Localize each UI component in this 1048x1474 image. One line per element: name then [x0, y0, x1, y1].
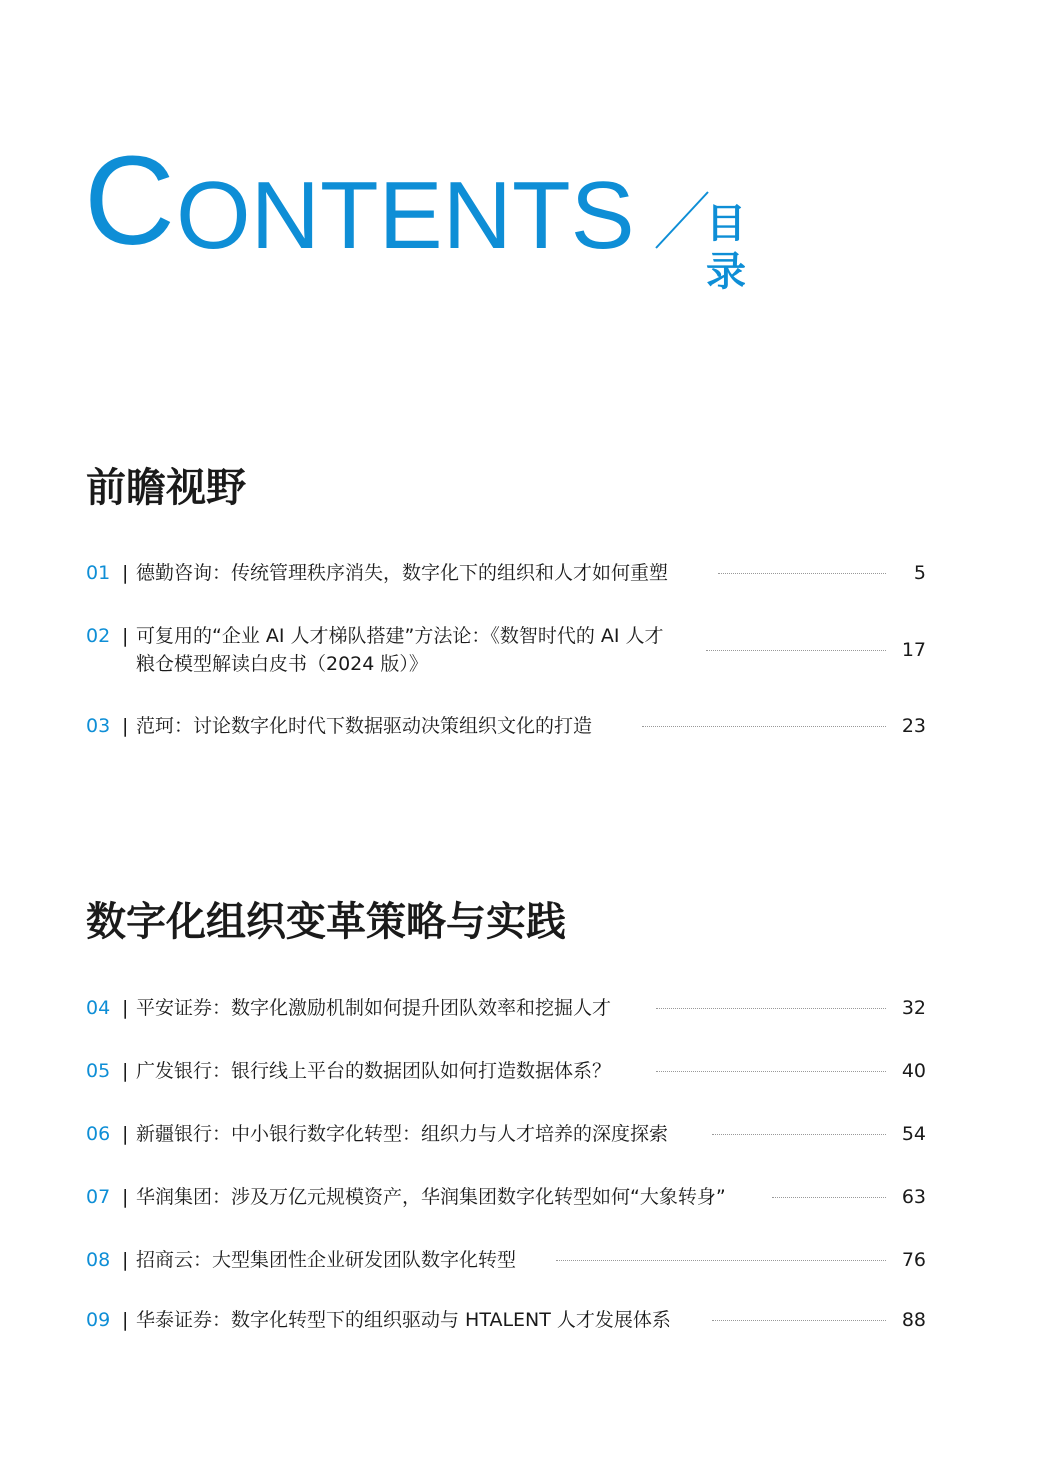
header-slash-decoration — [652, 172, 712, 252]
toc-item[interactable] — [86, 994, 926, 1022]
toc-item-leader — [772, 1197, 886, 1198]
toc-item-number: 01 — [86, 562, 111, 584]
toc-item-page: 23 — [901, 715, 926, 737]
toc-item-separator: | — [122, 1123, 129, 1145]
toc-item-number: 09 — [86, 1309, 111, 1331]
toc-item-leader — [706, 650, 886, 651]
toc-item-number: 03 — [86, 715, 111, 737]
toc-item-separator: | — [122, 1249, 129, 1271]
toc-item-page: 63 — [901, 1186, 926, 1208]
section-title: 前瞻视野 — [86, 465, 246, 511]
toc-item-number: 02 — [86, 625, 111, 647]
toc-item[interactable] — [86, 1120, 926, 1148]
toc-item-page: 5 — [913, 562, 926, 584]
toc-item-leader — [656, 1008, 886, 1009]
toc-item-separator: | — [122, 1309, 129, 1331]
toc-item-title: 平安证券：数字化激励机制如何提升团队效率和挖掘人才 — [136, 997, 612, 1019]
header-cn-title: 目录 — [706, 201, 746, 295]
header-rest-letters: ONTENTS — [176, 162, 635, 269]
toc-item[interactable] — [86, 1246, 926, 1274]
toc-item-page: 32 — [901, 997, 926, 1019]
toc-item-number: 07 — [86, 1186, 111, 1208]
toc-item-leader — [656, 1071, 886, 1072]
toc-item-title: 华润集团：涉及万亿元规模资产，华润集团数字化转型如何“大象转身” — [136, 1186, 726, 1208]
toc-item-title: 范珂：讨论数字化时代下数据驱动决策组织文化的打造 — [136, 715, 593, 737]
toc-item-number: 08 — [86, 1249, 111, 1271]
toc-item-number: 04 — [86, 997, 111, 1019]
toc-item-page: 54 — [901, 1123, 926, 1145]
toc-item-page: 40 — [901, 1060, 926, 1082]
toc-item-page: 76 — [901, 1249, 926, 1271]
toc-item-page: 88 — [901, 1309, 926, 1331]
header-big-letter: C — [84, 130, 175, 271]
toc-item[interactable] — [86, 1306, 926, 1334]
toc-item[interactable] — [86, 559, 926, 587]
toc-item-leader — [712, 1320, 886, 1321]
toc-item-separator: | — [122, 1186, 129, 1208]
toc-item-leader — [718, 573, 886, 574]
toc-item-page: 17 — [901, 639, 926, 661]
contents-header — [84, 130, 784, 295]
toc-item[interactable] — [86, 712, 926, 740]
toc-item-separator: | — [122, 715, 129, 737]
toc-item-title: 德勤咨询：传统管理秩序消失，数字化下的组织和人才如何重塑 — [136, 562, 669, 584]
toc-item-title: 华泰证券：数字化转型下的组织驱动与 HTALENT 人才发展体系 — [136, 1309, 671, 1331]
toc-item-separator: | — [122, 997, 129, 1019]
toc-item[interactable] — [86, 622, 926, 678]
toc-item-leader — [642, 726, 886, 727]
toc-item-title: 广发银行：银行线上平台的数据团队如何打造数据体系？ — [136, 1060, 612, 1082]
section-title: 数字化组织变革策略与实践 — [86, 899, 566, 945]
toc-item-separator: | — [122, 1060, 129, 1082]
toc-item-leader — [556, 1260, 886, 1261]
toc-item-title: 新疆银行：中小银行数字化转型：组织力与人才培养的深度探索 — [136, 1123, 669, 1145]
toc-item-number: 05 — [86, 1060, 111, 1082]
toc-item-title-line2: 粮仓模型解读白皮书（2024 版）》 — [136, 653, 428, 675]
toc-item-number: 06 — [86, 1123, 111, 1145]
toc-item-separator: | — [122, 625, 129, 647]
toc-item-leader — [712, 1134, 886, 1135]
toc-item-separator: | — [122, 562, 129, 584]
toc-item[interactable] — [86, 1057, 926, 1085]
toc-item-title: 招商云：大型集团性企业研发团队数字化转型 — [136, 1249, 517, 1271]
toc-item[interactable] — [86, 1183, 926, 1211]
toc-item-title-line1: 可复用的“企业 AI 人才梯队搭建”方法论：《数智时代的 AI 人才 — [136, 625, 664, 647]
